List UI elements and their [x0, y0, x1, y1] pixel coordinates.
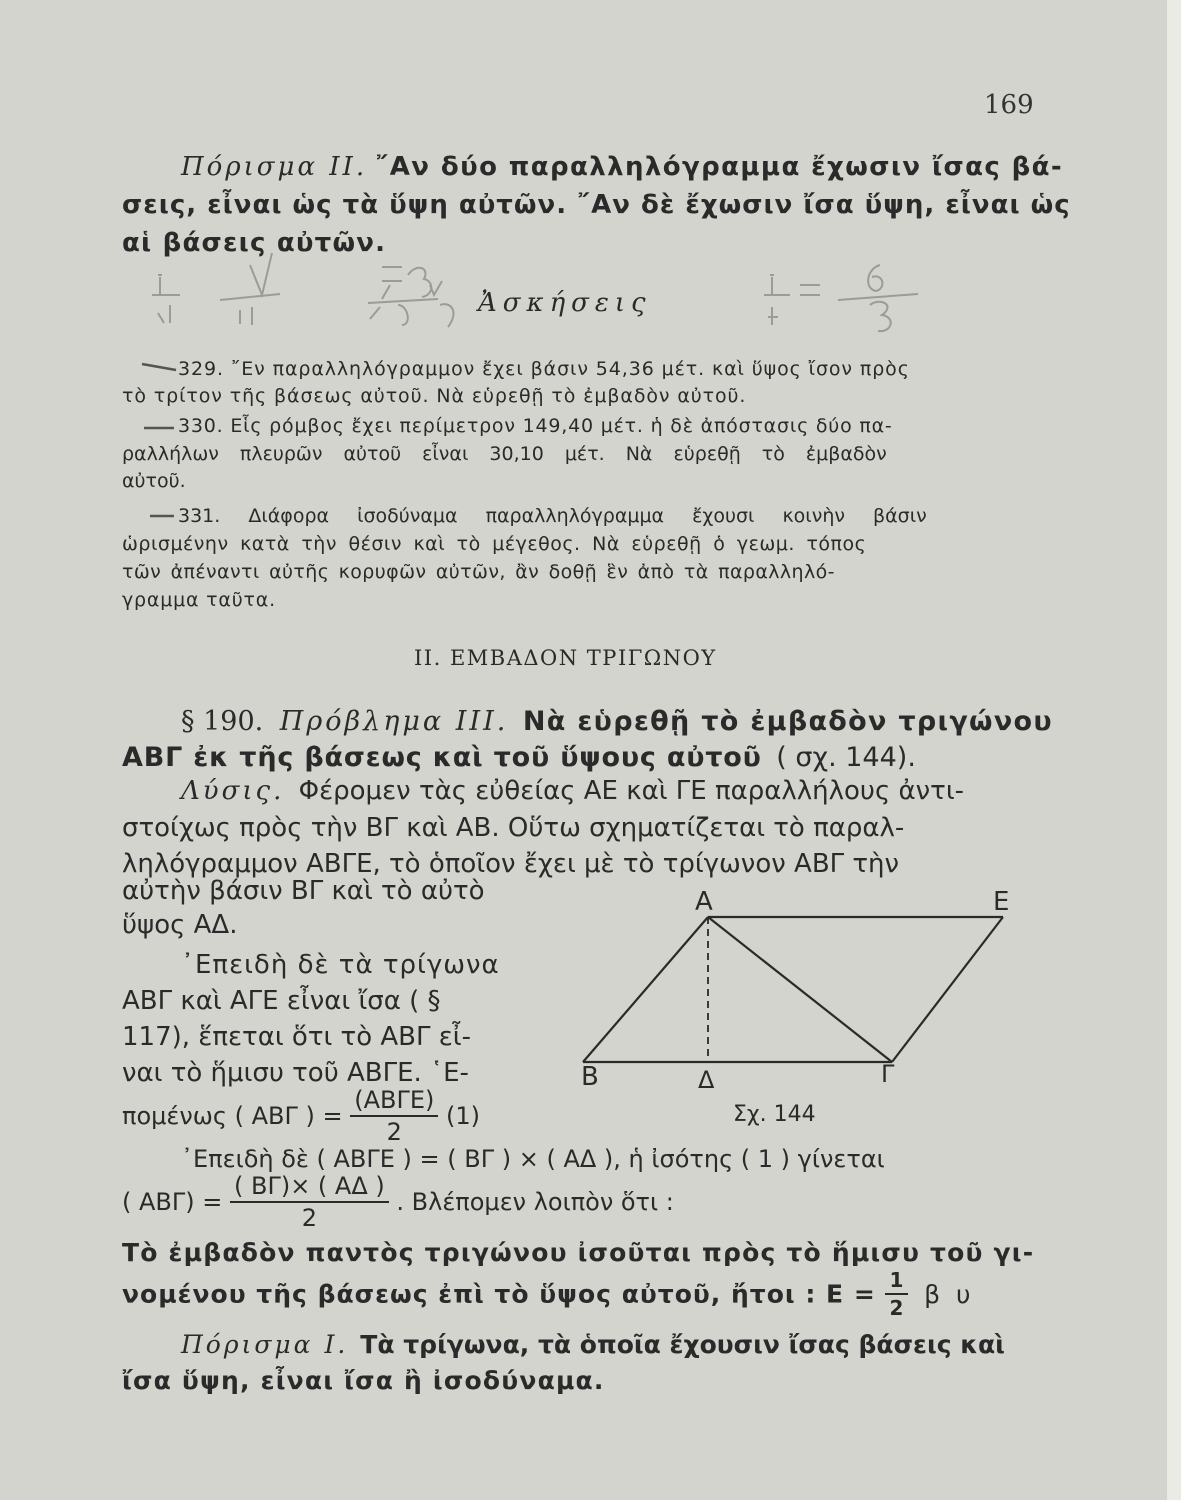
label-G: Γ [881, 1060, 895, 1088]
porisma-1-line-2: ἴσα ὕψη, εἶναι ἴσα ἢ ἰσοδύναμα. [122, 1366, 605, 1395]
equation-1-left: πομένως ( ΑΒΓ ) = [122, 1102, 343, 1130]
solution-line-7: ΑΒΓ καὶ ΑΓΕ εἶναι ἴσα ( § [122, 986, 441, 1016]
side-GE [892, 917, 1003, 1062]
label-A: Α [695, 887, 713, 917]
solution-line-1 [181, 776, 964, 806]
exercise-331-line-2: ὡρισμένην κατὰ τὴν θέσιν καὶ τὸ μέγεθος. Νὰ εὑρεθῇ ὁ γεωμ. τόπος [122, 533, 867, 555]
solution-line-4: αὐτὴν βάσιν ΒΓ καὶ τὸ αὐτὸ [122, 876, 485, 906]
equation-2-numerator: ( ΒΓ)× ( ΑΔ ) [230, 1174, 389, 1203]
equation-2-left: ( ΑΒΓ) = [122, 1188, 223, 1216]
porisma-1-text-1: Τὰ τρίγωνα, τὰ ὁποῖα ἔχουσιν ἴσας βάσεις καὶ [360, 1330, 1005, 1359]
label-E: Ε [993, 887, 1010, 917]
theorem-numerator: 1 [885, 1270, 908, 1295]
porisma-2-line-2: σεις, εἶναι ὡς τὰ ὕψη αὐτῶν. ῎Αν δὲ ἔχωσιν ἴσα ὕψη, εἶναι ὡς [122, 190, 1071, 220]
theorem-formula-tail: β υ [924, 1279, 975, 1309]
figure-144 [575, 885, 1025, 1135]
problem-title-2: ΑΒΓ ἐκ τῆς βάσεως καὶ τοῦ ὕψους αὐτοῦ [122, 742, 762, 773]
solution-line-9: ναι τὸ ἥμισυ τοῦ ΑΒΓΕ. ῾Ε- [122, 1058, 469, 1088]
exercise-331-line-4: γραμμα ταῦτα. [122, 589, 276, 611]
page-number: 169 [984, 90, 1034, 120]
label-D: Δ [698, 1066, 715, 1094]
figure-reference: ( σχ. 144). [776, 742, 916, 773]
problem-label: Πρόβλημα ΙΙΙ. [279, 706, 509, 737]
solution-label: Λύσις. [181, 776, 285, 806]
equation-1-denominator: 2 [386, 1118, 402, 1146]
theorem-line-1: Τὸ ἐμβαδὸν παντὸς τριγώνου ἰσοῦται πρὸς τὸ ἥμισυ τοῦ γι- [122, 1238, 1035, 1267]
solution-line-3: ληλόγραμμον ΑΒΓΕ, τὸ ὁποῖον ἔχει μὲ τὸ τρίγωνον ΑΒΓ τὴν [122, 849, 900, 879]
solution-text-1: Φέρομεν τὰς εὐθείας ΑΕ καὶ ΓΕ παραλλήλους ἀντι- [298, 776, 964, 806]
solution-line-8: 117), ἕπεται ὅτι τὸ ΑΒΓ εἶ- [122, 1022, 471, 1052]
solution-line-12 [122, 1174, 674, 1230]
section-title: ΙΙ. ΕΜΒΑΔΟΝ ΤΡΙΓΩΝΟΥ [414, 646, 717, 670]
porisma-2-line-3: αἱ βάσεις αὐτῶν. [122, 228, 387, 258]
porisma-1-line-1 [181, 1330, 1005, 1359]
label-B: Β [581, 1062, 599, 1092]
theorem-line-2 [122, 1270, 975, 1318]
figure-caption: Σχ. 144 [733, 1102, 816, 1127]
equation-2-denominator: 2 [301, 1204, 318, 1232]
exercise-331-line-1: 331. Διάφορα ἰσοδύναμα παραλληλόγραμμα ἔχουσι κοινὴν βάσιν [178, 505, 927, 527]
porisma-2-label: Πόρισμα ΙΙ. [181, 152, 368, 182]
porisma-2-text-1: ῎Αν δύο παραλληλόγραμμα ἔχωσιν ἴσας βά- [375, 152, 1064, 182]
exercise-329-line-2: τὸ τρίτον τῆς βάσεως αὐτοῦ. Νὰ εὑρεθῇ τὸ ἐμβαδὸν αὐτοῦ. [122, 385, 747, 407]
equation-1-numerator: (ΑΒΓΕ) [350, 1088, 438, 1117]
page-edge [1167, 0, 1181, 1500]
exercise-330-line-2: ραλλήλων πλευρῶν αὐτοῦ εἶναι 30,10 μέτ. Νὰ εὑρεθῇ τὸ ἐμβαδὸν [122, 443, 887, 465]
porisma-2-line-1 [181, 152, 1063, 182]
porisma-1-label: Πόρισμα Ι. [181, 1330, 349, 1359]
solution-line-6: ᾿Επειδὴ δὲ τὰ τρίγωνα [181, 950, 500, 980]
exercise-331-line-3: τῶν ἀπέναντι αὐτῆς κορυφῶν αὐτῶν, ἂν δοθῇ ἓν ἀπὸ τὰ παραλληλό- [122, 561, 835, 583]
equation-2-fraction [230, 1174, 389, 1230]
solution-line-5: ὕψος ΑΔ. [122, 910, 238, 940]
problem-line-2 [122, 742, 916, 773]
theorem-text-2: νομένου τῆς βάσεως ἐπὶ τὸ ὕψος αὐτοῦ, ἤτοι : Ε = [122, 1279, 876, 1309]
parallelogram-diagram [575, 885, 1025, 1135]
problem-title-1: Νὰ εὑρεθῇ τὸ ἐμβαδὸν τριγώνου [522, 706, 1053, 737]
exercise-330-line-1: 330. Εἷς ρόμβος ἔχει περίμετρον 149,40 μέτ. ἡ δὲ ἀπόστασις δύο πα- [178, 415, 893, 437]
theorem-denominator: 2 [889, 1296, 905, 1320]
equation-1-number: (1) [446, 1102, 481, 1130]
problem-line-1 [181, 706, 1053, 737]
solution-line-2: στοίχως πρὸς τὴν ΒΓ καὶ ΑΒ. Οὕτω σχηματίζεται τὸ παραλ- [122, 813, 905, 843]
exercise-330-line-3: αὐτοῦ. [122, 470, 186, 492]
pencil-marks [140, 360, 190, 520]
theorem-fraction [885, 1270, 908, 1318]
solution-line-11: ᾿Επειδὴ δὲ ( ΑΒΓΕ ) = ( ΒΓ ) × ( ΑΔ ), ἡ ἰσότης ( 1 ) γίνεται [181, 1145, 885, 1173]
equation-1-fraction [350, 1088, 438, 1144]
section-number: § 190. [181, 706, 264, 737]
exercise-329-line-1: 329. ῎Εν παραλληλόγραμμον ἔχει βάσιν 54,36 μέτ. καὶ ὕψος ἴσον πρὸς [178, 358, 910, 380]
equation-2-right: . Βλέπομεν λοιπὸν ὅτι : [396, 1188, 674, 1216]
solution-line-10 [122, 1088, 480, 1144]
exercises-heading: Ἀσκήσεις [478, 288, 652, 318]
side-AB [583, 917, 708, 1062]
diagonal-AG [708, 917, 892, 1062]
